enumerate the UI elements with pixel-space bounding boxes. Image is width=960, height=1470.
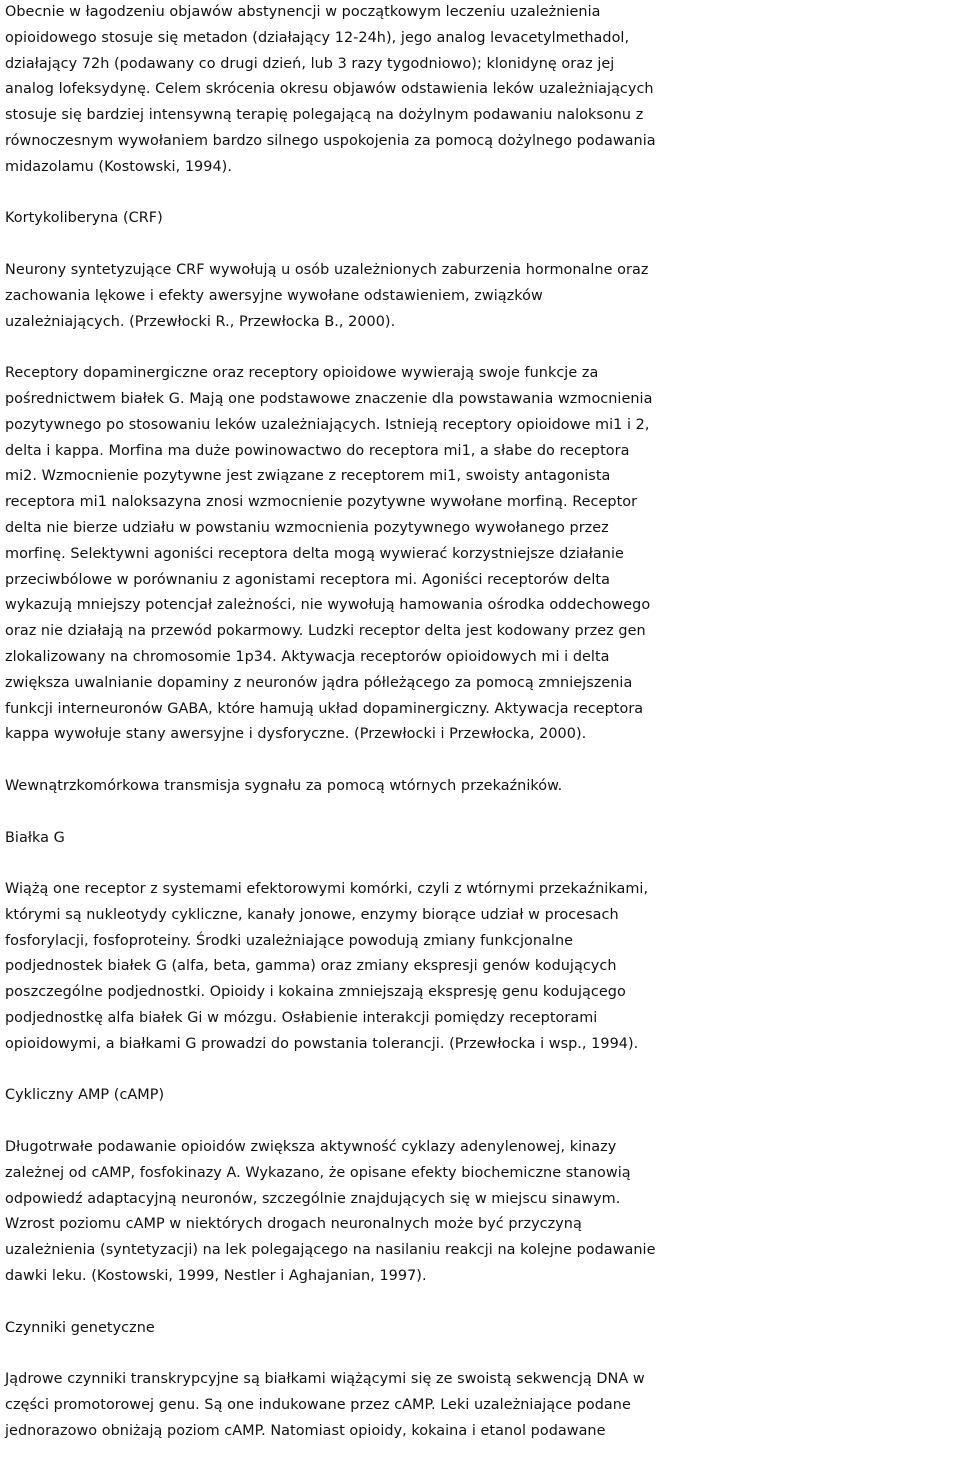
text-line: opioidowymi, a białkami G prowadzi do powstania tolerancji. (Przewłocka i wsp., 1994). <box>5 1035 639 1052</box>
heading-text: Wewnątrzkomórkowa transmisja sygnału za pomocą wtórnych przekaźników. <box>5 777 563 794</box>
text-line: równoczesnym wywołaniem bardzo silnego uspokojenia za pomocą dożylnego podawania <box>5 132 656 149</box>
text-line: Długotrwałe podawanie opioidów zwiększa aktywność cyklazy adenylenowej, kinazy <box>5 1139 617 1156</box>
paragraph-genetic-factors <box>5 1367 960 1444</box>
document-page <box>5 0 960 1470</box>
text-line: poszczególne podjednostki. Opioidy i kokaina zmniejszają ekspresję genu kodującego <box>5 984 626 1001</box>
heading-text: Kortykoliberyna (CRF) <box>5 210 163 227</box>
text-line: funkcji interneuronów GABA, które hamują układ dopaminergiczny. Aktywacja receptora <box>5 700 644 717</box>
text-line: jednorazowo obniżają poziom cAMP. Natomiast opioidy, kokaina i etanol podawane <box>5 1422 606 1439</box>
text-line: delta nie bierze udziału w powstaniu wzmocnienia pozytywnego wywołanego przez <box>5 519 609 536</box>
text-line: uzależniających. (Przewłocki R., Przewłocka B., 2000). <box>5 313 396 330</box>
text-line: odpowiedź adaptacyjną neuronów, szczególnie znajdujących się w miejscu sinawym. <box>5 1190 621 1207</box>
text-line: fosforylacji, fosfoproteiny. Środki uzależniające powodują zmiany funkcjonalne <box>5 932 574 949</box>
paragraph-opioid-withdrawal-treatment <box>5 0 960 181</box>
text-line: zależnej od cAMP, fosfokinazy A. Wykazano, że opisane efekty biochemiczne stanowią <box>5 1164 631 1181</box>
text-line: oraz nie działają na przewód pokarmowy. Ludzki receptor delta jest kodowany przez gen <box>5 623 646 640</box>
text-line: Wzrost poziomu cAMP w niektórych drogach neuronalnych może być przyczyną <box>5 1216 582 1233</box>
heading-text: Białka G <box>5 829 65 846</box>
text-line: Receptory dopaminergiczne oraz receptory opioidowe wywierają swoje funkcje za <box>5 365 599 382</box>
text-line: Jądrowe czynniki transkrypcyjne są białkami wiążącymi się ze swoistą sekwencją DNA w <box>5 1371 645 1388</box>
paragraph-camp <box>5 1135 960 1290</box>
paragraph-receptors <box>5 361 960 748</box>
text-line: Obecnie w łagodzeniu objawów abstynencji w początkowym leczeniu uzależnienia <box>5 4 601 20</box>
text-line: pozytywnego po stosowaniu leków uzależniających. Istnieją receptory opioidowe mi1 i 2, <box>5 416 650 433</box>
text-line: opioidowego stosuje się metadon (działający 12-24h), jego analog levacetylmethadol, <box>5 29 630 46</box>
section-heading-camp <box>5 1083 960 1109</box>
heading-text: Cykliczny AMP (cAMP) <box>5 1087 165 1104</box>
text-line: uzależnienia (syntetyzacji) na lek polegającego na nasilaniu reakcji na kolejne podawanie <box>5 1242 656 1259</box>
text-line: zwiększa uwalnianie dopaminy z neuronów jądra półleżącego za pomocą zmniejszenia <box>5 674 633 691</box>
text-line: podjednostek białek G (alfa, beta, gamma) oraz zmiany ekspresji genów kodujących <box>5 958 617 975</box>
text-line: podjednostkę alfa białek Gi w mózgu. Osłabienie interakcji pomiędzy receptorami <box>5 1010 598 1027</box>
text-line: którymi są nukleotydy cykliczne, kanały jonowe, enzymy biorące udział w procesach <box>5 906 619 923</box>
text-line: zachowania lękowe i efekty awersyjne wywołane odstawieniem, związków <box>5 287 543 304</box>
section-heading-g-proteins <box>5 826 960 852</box>
text-line: analog lofeksydynę. Celem skrócenia okresu objawów odstawienia leków uzależniających <box>5 81 654 98</box>
text-line: Neurony syntetyzujące CRF wywołują u osób uzależnionych zaburzenia hormonalne oraz <box>5 261 649 278</box>
paragraph-g-proteins <box>5 877 960 1058</box>
text-line: części promotorowej genu. Są one indukowane przez cAMP. Leki uzależniające podane <box>5 1397 631 1414</box>
text-line: wykazują mniejszy potencjał zależności, nie wywołują hamowania ośrodka oddechowego <box>5 597 651 614</box>
text-line: zlokalizowany na chromosomie 1p34. Aktywacja receptorów opioidowych mi i delta <box>5 648 610 665</box>
text-line: działający 72h (podawany co drugi dzień, lub 3 razy tygodniowo); klonidynę oraz jej <box>5 55 615 72</box>
text-line: kappa wywołuje stany awersyjne i dysforyczne. (Przewłocki i Przewłocka, 2000). <box>5 726 587 743</box>
paragraph-crf-neurons <box>5 258 960 335</box>
text-line: receptora mi1 naloksazyna znosi wzmocnienie pozytywne wywołane morfiną. Receptor <box>5 494 638 511</box>
text-line: midazolamu (Kostowski, 1994). <box>5 158 232 175</box>
text-line: stosuje się bardziej intensywną terapię polegającą na dożylnym podawaniu naloksonu z <box>5 107 644 124</box>
text-line: mi2. Wzmocnienie pozytywne jest związane z receptorem mi1, swoisty antagonista <box>5 468 611 485</box>
text-line: przeciwbólowe w porównaniu z agonistami receptora mi. Agoniści receptorów delta <box>5 571 610 588</box>
text-line: pośrednictwem białek G. Mają one podstawowe znaczenie dla powstawania wzmocnienia <box>5 390 653 407</box>
text-line: Wiążą one receptor z systemami efektorowymi komórki, czyli z wtórnymi przekaźnikami, <box>5 881 649 898</box>
section-heading-signal-transmission <box>5 774 960 800</box>
section-heading-crf <box>5 206 960 232</box>
text-line: morfinę. Selektywni agoniści receptora delta mogą wywierać korzystniejsze działanie <box>5 545 624 562</box>
text-line: dawki leku. (Kostowski, 1999, Nestler i Aghajanian, 1997). <box>5 1268 427 1285</box>
heading-text: Czynniki genetyczne <box>5 1319 155 1336</box>
text-line: delta i kappa. Morfina ma duże powinowactwo do receptora mi1, a słabe do receptora <box>5 442 630 459</box>
section-heading-genetic-factors <box>5 1316 960 1342</box>
